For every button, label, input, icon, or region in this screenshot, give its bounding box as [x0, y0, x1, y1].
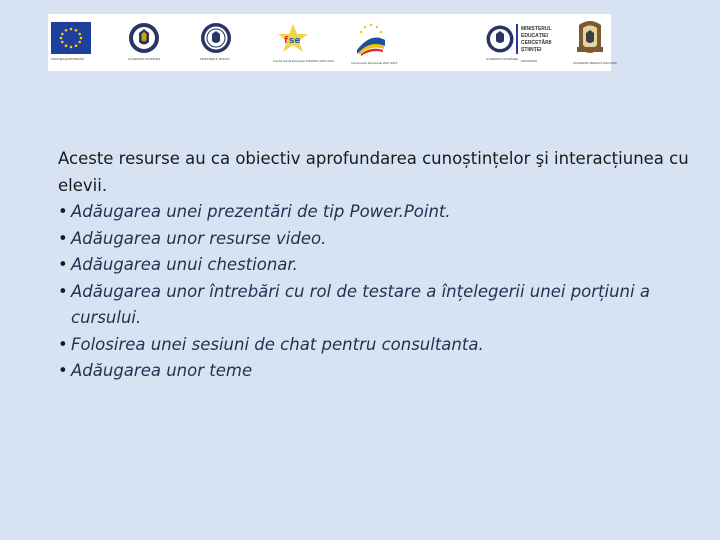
bullet-icon: •	[58, 361, 68, 380]
logo-caption: ACADEMIA TEHNICĂ MILITARĂ	[573, 61, 617, 65]
bullet-icon: •	[58, 228, 68, 248]
logo-caption: GUVERNUL ROMÂNIEI	[486, 57, 519, 61]
logo-caption: GUVERNUL ROMÂNIEI	[128, 57, 161, 61]
logo-caption: OIPOSDRU	[521, 59, 538, 63]
logo-caption: MINISTERUL MUNCII	[200, 57, 230, 61]
list-item-text: Adăugarea unui chestionar.	[71, 255, 298, 274]
svg-text:f: f	[284, 36, 288, 46]
intro-paragraph: Aceste resurse au ca obiectiv aprofundarea cunoștințelor şi interacțiunea cu elevii.	[58, 149, 689, 195]
government-crest-icon	[128, 22, 160, 66]
list-item-text: Adăugarea unei prezentări de tip Power.Point.	[71, 202, 451, 221]
list-item	[58, 199, 698, 226]
list-item-text: Adăugarea unor întrebări cu rol de testare a înțelegerii unei porțiuni a cursului.	[71, 281, 650, 327]
partner-logos-banner	[48, 14, 617, 71]
bullet-icon: •	[58, 255, 68, 274]
bullet-icon: •	[58, 202, 68, 221]
list-item	[58, 252, 698, 279]
ministry-education-label	[516, 22, 566, 68]
eu-flag-icon	[51, 22, 91, 66]
structural-instruments-icon	[351, 22, 398, 68]
list-item	[58, 332, 698, 359]
list-item	[58, 226, 698, 253]
slide-body	[58, 146, 698, 385]
list-item-text: Folosirea unei sesiuni de chat pentru consultanta.	[71, 334, 484, 354]
ministry-education-text: MINISTERUL EDUCAȚIEI CERCETĂRII ȘTIINȚEI	[521, 26, 552, 53]
svg-text:se: se	[289, 36, 301, 46]
list-item-text: Adăugarea unor resurse video.	[71, 228, 327, 248]
list-item	[58, 358, 698, 385]
bullet-icon: •	[58, 334, 68, 354]
logo-caption: UNIUNEA EUROPEANĂ	[51, 57, 85, 61]
bullet-icon: •	[58, 281, 68, 301]
resource-list	[58, 199, 698, 385]
logo-caption: Instrumente Structurale 2007-2013	[351, 61, 398, 65]
fse-logo-icon	[273, 22, 334, 68]
list-item	[58, 279, 698, 332]
ministry-crest-icon	[200, 22, 232, 66]
logo-caption: Fondul Social European POSDRU 2007-2013	[273, 59, 334, 63]
list-item-text: Adăugarea unor teme	[71, 361, 253, 380]
academy-crest-icon	[573, 17, 617, 69]
ministry-education-crest-icon	[486, 24, 519, 66]
